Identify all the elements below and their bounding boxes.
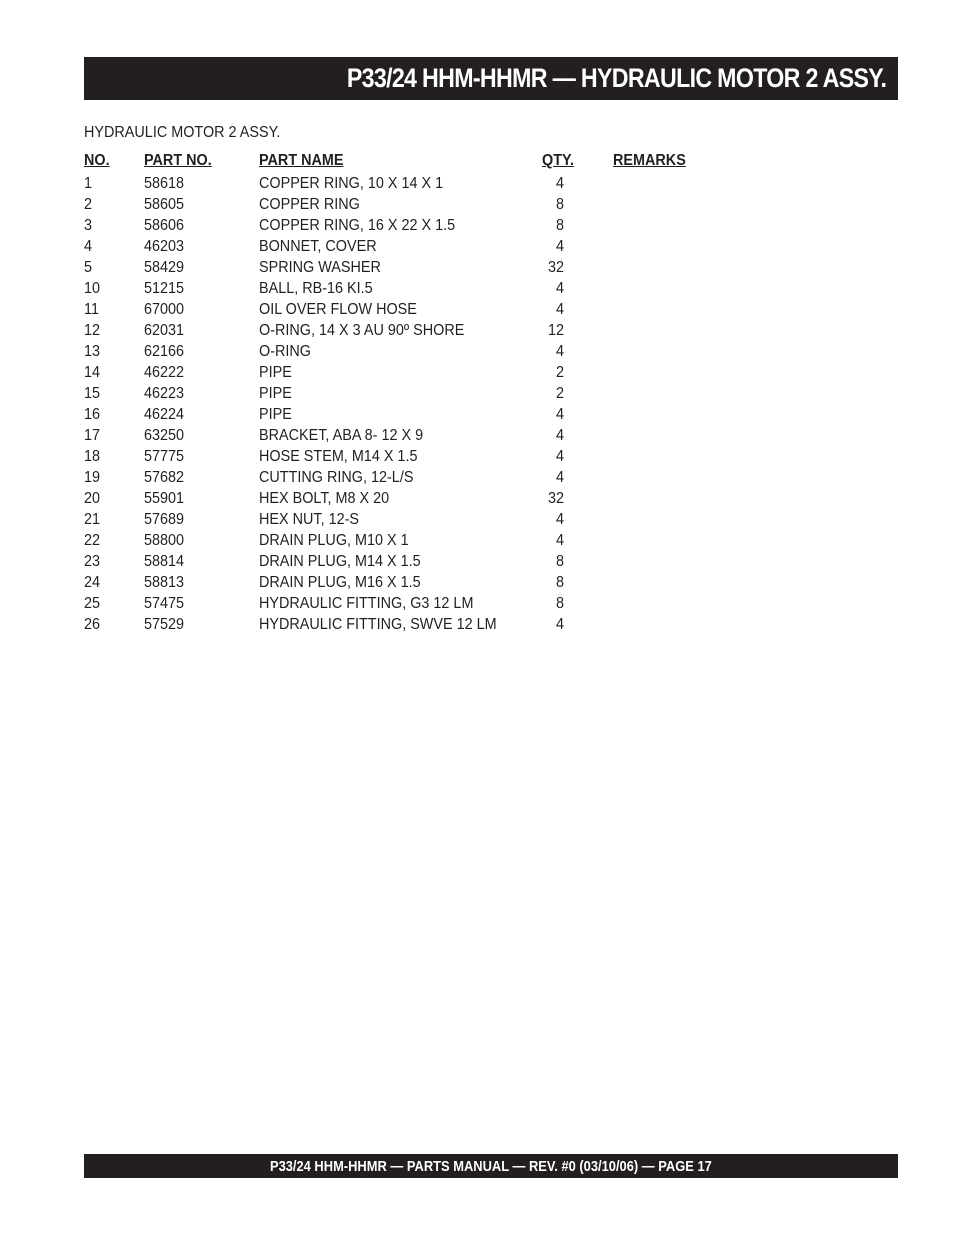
cell-no: 26 xyxy=(84,616,101,633)
cell-no: 12 xyxy=(84,322,101,339)
column-header-remarks: REMARKS xyxy=(613,152,686,169)
cell-part-no: 57682 xyxy=(144,469,185,486)
cell-part-name: BONNET, COVER xyxy=(259,238,377,255)
table-row xyxy=(84,383,724,404)
cell-no: 11 xyxy=(84,301,99,318)
cell-part-no: 67000 xyxy=(144,301,185,318)
cell-no: 17 xyxy=(84,427,101,444)
cell-no: 15 xyxy=(84,385,101,402)
cell-no: 1 xyxy=(84,175,93,192)
cell-qty: 32 xyxy=(547,259,564,276)
cell-qty: 8 xyxy=(555,574,564,591)
page-footer-bar xyxy=(84,1154,898,1178)
cell-part-no: 46222 xyxy=(144,364,185,381)
cell-qty: 4 xyxy=(555,616,564,633)
table-row xyxy=(84,446,724,467)
table-row xyxy=(84,488,724,509)
cell-qty: 4 xyxy=(555,406,564,423)
cell-part-no: 62166 xyxy=(144,343,185,360)
cell-qty: 4 xyxy=(555,175,564,192)
table-row xyxy=(84,614,724,635)
cell-no: 4 xyxy=(84,238,93,255)
cell-qty: 8 xyxy=(555,553,564,570)
cell-part-no: 58606 xyxy=(144,217,185,234)
cell-no: 5 xyxy=(84,259,93,276)
cell-no: 3 xyxy=(84,217,93,234)
table-row xyxy=(84,509,724,530)
cell-no: 10 xyxy=(84,280,101,297)
cell-part-name: COPPER RING, 10 X 14 X 1 xyxy=(259,175,444,192)
column-header-part-name: PART NAME xyxy=(259,152,344,169)
cell-part-no: 63250 xyxy=(144,427,185,444)
cell-part-name: DRAIN PLUG, M16 X 1.5 xyxy=(259,574,421,591)
parts-table xyxy=(84,150,724,635)
cell-part-name: PIPE xyxy=(259,406,292,423)
cell-part-no: 55901 xyxy=(144,490,185,507)
cell-no: 2 xyxy=(84,196,93,213)
cell-qty: 4 xyxy=(555,469,564,486)
cell-qty: 8 xyxy=(555,196,564,213)
cell-part-name: O-RING, 14 X 3 AU 90º SHORE xyxy=(259,322,465,339)
table-row xyxy=(84,236,724,257)
cell-part-name: BALL, RB-16 KI.5 xyxy=(259,280,373,297)
cell-part-name: PIPE xyxy=(259,364,292,381)
cell-no: 19 xyxy=(84,469,101,486)
cell-no: 24 xyxy=(84,574,101,591)
cell-part-name: HYDRAULIC FITTING, G3 12 LM xyxy=(259,595,474,612)
cell-qty: 32 xyxy=(547,490,564,507)
cell-part-name: HOSE STEM, M14 X 1.5 xyxy=(259,448,418,465)
cell-part-no: 58605 xyxy=(144,196,185,213)
cell-qty: 8 xyxy=(555,595,564,612)
page-title: P33/24 HHM-HHMR — HYDRAULIC MOTOR 2 ASSY. xyxy=(346,63,886,93)
cell-part-no: 57475 xyxy=(144,595,185,612)
table-body xyxy=(84,173,724,635)
column-header-part-no: PART NO. xyxy=(144,152,212,169)
table-row xyxy=(84,467,724,488)
table-row xyxy=(84,215,724,236)
table-row xyxy=(84,173,724,194)
cell-no: 13 xyxy=(84,343,101,360)
table-row xyxy=(84,530,724,551)
table-header-row xyxy=(84,150,724,172)
cell-part-no: 46203 xyxy=(144,238,185,255)
table-row xyxy=(84,425,724,446)
cell-qty: 4 xyxy=(555,238,564,255)
cell-part-name: HYDRAULIC FITTING, SWVE 12 LM xyxy=(259,616,497,633)
cell-qty: 4 xyxy=(555,448,564,465)
cell-part-no: 57689 xyxy=(144,511,185,528)
cell-part-no: 46224 xyxy=(144,406,185,423)
table-row xyxy=(84,299,724,320)
cell-no: 18 xyxy=(84,448,101,465)
cell-qty: 4 xyxy=(555,343,564,360)
cell-part-name: PIPE xyxy=(259,385,292,402)
cell-part-no: 58814 xyxy=(144,553,185,570)
table-row xyxy=(84,404,724,425)
cell-part-name: COPPER RING, 16 X 22 X 1.5 xyxy=(259,217,456,234)
page-header-bar xyxy=(84,57,898,100)
column-header-no: NO. xyxy=(84,152,110,169)
table-row xyxy=(84,341,724,362)
cell-part-no: 58429 xyxy=(144,259,185,276)
table-row xyxy=(84,257,724,278)
cell-qty: 8 xyxy=(555,217,564,234)
cell-no: 14 xyxy=(84,364,101,381)
cell-part-name: SPRING WASHER xyxy=(259,259,381,276)
cell-part-no: 51215 xyxy=(144,280,185,297)
cell-part-name: BRACKET, ABA 8- 12 X 9 xyxy=(259,427,424,444)
cell-no: 23 xyxy=(84,553,101,570)
table-row xyxy=(84,362,724,383)
cell-part-no: 58813 xyxy=(144,574,185,591)
cell-qty: 4 xyxy=(555,280,564,297)
cell-part-no: 57775 xyxy=(144,448,185,465)
cell-part-name: O-RING xyxy=(259,343,312,360)
cell-qty: 2 xyxy=(555,385,564,402)
cell-part-no: 62031 xyxy=(144,322,185,339)
cell-part-no: 46223 xyxy=(144,385,185,402)
column-header-qty: QTY. xyxy=(542,152,575,169)
cell-part-no: 58618 xyxy=(144,175,185,192)
cell-qty: 4 xyxy=(555,511,564,528)
cell-no: 16 xyxy=(84,406,101,423)
cell-part-name: HEX BOLT, M8 X 20 xyxy=(259,490,390,507)
cell-no: 22 xyxy=(84,532,101,549)
table-row xyxy=(84,551,724,572)
cell-no: 25 xyxy=(84,595,101,612)
table-row xyxy=(84,194,724,215)
cell-part-name: COPPER RING xyxy=(259,196,360,213)
cell-no: 20 xyxy=(84,490,101,507)
cell-no: 21 xyxy=(84,511,101,528)
table-row xyxy=(84,278,724,299)
cell-part-name: CUTTING RING, 12-L/S xyxy=(259,469,414,486)
table-row xyxy=(84,593,724,614)
cell-qty: 12 xyxy=(547,322,564,339)
cell-part-name: HEX NUT, 12-S xyxy=(259,511,360,528)
table-row xyxy=(84,572,724,593)
cell-qty: 4 xyxy=(555,427,564,444)
cell-qty: 4 xyxy=(555,301,564,318)
section-caption: HYDRAULIC MOTOR 2 ASSY. xyxy=(84,124,281,141)
cell-part-name: DRAIN PLUG, M10 X 1 xyxy=(259,532,409,549)
cell-part-no: 57529 xyxy=(144,616,185,633)
table-row xyxy=(84,320,724,341)
footer-text: P33/24 HHM-HHMR — PARTS MANUAL — REV. #0 (03/10/06) — PAGE 17 xyxy=(270,1157,712,1175)
cell-part-no: 58800 xyxy=(144,532,185,549)
cell-qty: 4 xyxy=(555,532,564,549)
cell-part-name: DRAIN PLUG, M14 X 1.5 xyxy=(259,553,421,570)
cell-part-name: OIL OVER FLOW HOSE xyxy=(259,301,417,318)
cell-qty: 2 xyxy=(555,364,564,381)
